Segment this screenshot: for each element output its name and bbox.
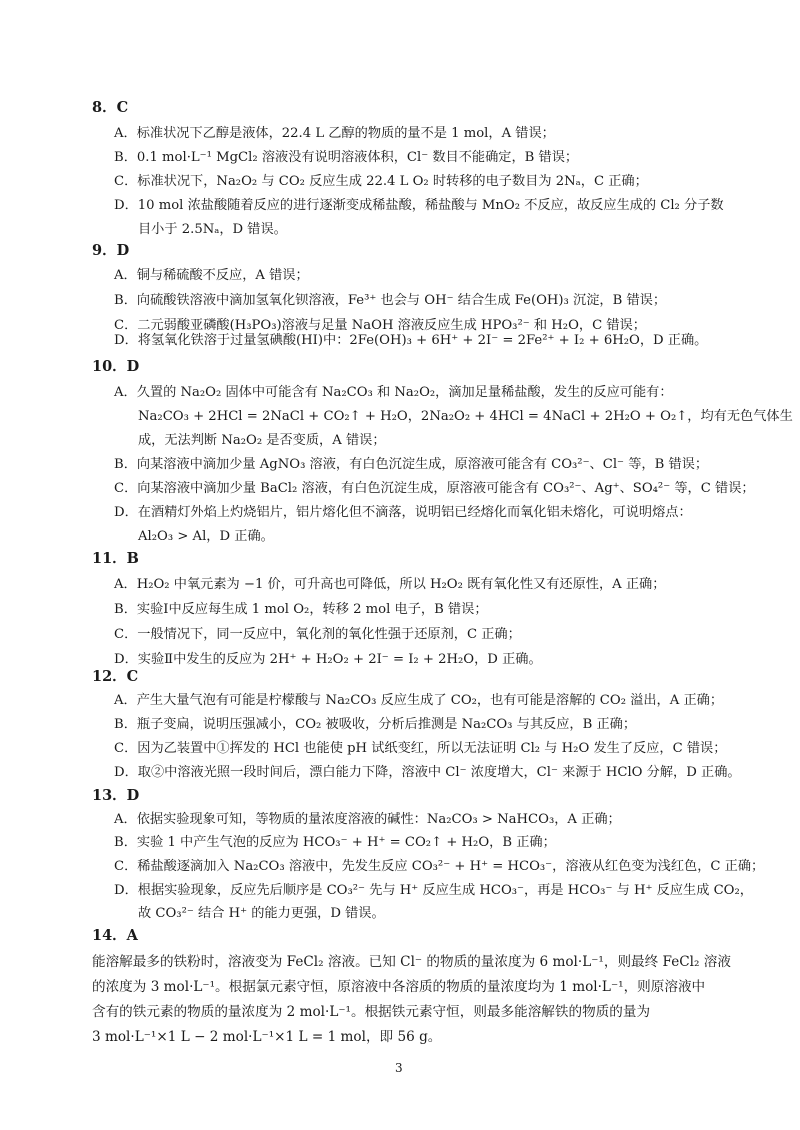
question-12-answer: 12．C: [92, 668, 139, 685]
q12-option-a-explanation: A．产生大量气泡有可能是柠檬酸与 Na₂CO₃ 反应生成了 CO₂，也有可能是溶解的 CO₂ 溢出，A 正确；: [114, 693, 724, 708]
q14-explanation-line-1: 能溶解最多的铁粉时，溶液变为 FeCl₂ 溶液。已知 Cl⁻ 的物质的量浓度为 6 mol·L⁻¹，则最终 FeCl₂ 溶液: [92, 954, 731, 970]
q9-option-c-explanation: C．二元弱酸亚磷酸(H₃PO₃)溶液与足量 NaOH 溶液反应生成 HPO₃²⁻ 和 H₂O，C 错误；: [114, 318, 646, 333]
q12-option-d-explanation: D．取②中溶液光照一段时间后，漂白能力下降，溶液中 Cl⁻ 浓度增大，Cl⁻ 来源于 HClO 分解，D 正确。: [114, 765, 741, 780]
q10-option-c-explanation: C．向某溶液中滴加少量 BaCl₂ 溶液，有白色沉淀生成，原溶液可能含有 CO₃²⁻、Ag⁺、SO₄²⁻ 等，C 错误；: [114, 481, 755, 496]
q10-option-a-continuation: 成，无法判断 Na₂O₂ 是否变质，A 错误；: [138, 433, 386, 448]
q11-option-b-explanation: B．实验Ⅰ中反应每生成 1 mol O₂，转移 2 mol 电子，B 错误；: [114, 602, 488, 617]
q8-option-b-explanation: B．0.1 mol·L⁻¹ MgCl₂ 溶液没有说明溶液体积，Cl⁻ 数目不能确定，B 错误；: [114, 150, 579, 165]
question-9-answer: 9．D: [92, 242, 130, 259]
q8-option-a-explanation: A．标准状况下乙醇是液体，22.4 L 乙醇的物质的量不是 1 mol，A 错误；: [114, 126, 555, 141]
question-10-answer: 10．D: [92, 358, 140, 375]
q10-option-d-continuation: Al₂O₃ > Al，D 正确。: [138, 529, 274, 544]
page-number: 3: [395, 1061, 403, 1075]
q8-option-d-explanation: D．10 mol 浓盐酸随着反应的进行逐渐变成稀盐酸，稀盐酸与 MnO₂ 不反应，故反应生成的 Cl₂ 分子数: [114, 198, 724, 213]
q10-option-a-equations: Na₂CO₃ + 2HCl = 2NaCl + CO₂↑ + H₂O，2Na₂O₂ + 4HCl = 4NaCl + 2H₂O + O₂↑，均有无色气体生: [138, 409, 793, 424]
q10-option-a-explanation: A．久置的 Na₂O₂ 固体中可能含有 Na₂CO₃ 和 Na₂O₂，滴加足量稀盐酸，发生的反应可能有：: [114, 385, 673, 400]
q13-option-b-explanation: B．实验 1 中产生气泡的反应为 HCO₃⁻ + H⁺ = CO₂↑ + H₂O，B 正确；: [114, 835, 556, 850]
q11-option-d-explanation: D．实验Ⅱ中发生的反应为 2H⁺ + H₂O₂ + 2I⁻ = I₂ + 2H₂O，D 正确。: [114, 652, 542, 667]
question-8-answer: 8．C: [92, 99, 129, 116]
q13-option-d-explanation: D．根据实验现象，反应先后顺序是 CO₃²⁻ 先与 H⁺ 反应生成 HCO₃⁻，再是 HCO₃⁻ 与 H⁺ 反应生成 CO₂，: [114, 883, 753, 898]
q9-option-d-explanation: D．将氢氧化铁溶于过量氢碘酸(HI)中：2Fe(OH)₃ + 6H⁺ + 2I⁻ = 2Fe²⁺ + I₂ + 6H₂O，D 正确。: [114, 333, 708, 348]
question-14-answer: 14．A: [92, 927, 138, 944]
q9-option-a-explanation: A．铜与稀硫酸不反应，A 错误；: [114, 268, 309, 283]
q13-option-a-explanation: A．依据实验现象可知，等物质的量浓度溶液的碱性：Na₂CO₃ > NaHCO₃，A 正确；: [114, 812, 621, 827]
q9-option-b-explanation: B．向硫酸铁溶液中滴加氢氧化钡溶液，Fe³⁺ 也会与 OH⁻ 结合生成 Fe(OH)₃ 沉淀，B 错误；: [114, 293, 667, 308]
question-11-answer: 11．B: [92, 550, 139, 567]
q11-option-a-explanation: A．H₂O₂ 中氧元素为 −1 价，可升高也可降低，所以 H₂O₂ 既有氧化性又有还原性，A 正确；: [114, 577, 666, 592]
q14-explanation-line-2: 的浓度为 3 mol·L⁻¹。根据氯元素守恒，原溶液中各溶质的物质的量浓度均为 1 mol·L⁻¹，则原溶液中: [92, 979, 706, 995]
q11-option-c-explanation: C．一般情况下，同一反应中，氧化剂的氧化性强于还原剂，C 正确；: [114, 627, 521, 642]
q13-option-d-continuation: 故 CO₃²⁻ 结合 H⁺ 的能力更强，D 错误。: [138, 906, 385, 921]
q12-option-c-explanation: C．因为乙装置中①挥发的 HCl 也能使 pH 试纸变红，所以无法证明 Cl₂ 与 H₂O 发生了反应，C 错误；: [114, 741, 727, 756]
q10-option-d-explanation: D．在酒精灯外焰上灼烧铝片，铝片熔化但不滴落，说明铝已经熔化而氧化铝未熔化，可说明熔点：: [114, 505, 692, 520]
q8-option-c-explanation: C．标准状况下，Na₂O₂ 与 CO₂ 反应生成 22.4 L O₂ 时转移的电子数目为 2Nₐ，C 正确；: [114, 174, 648, 189]
q14-explanation-line-3: 含有的铁元素的物质的量浓度为 2 mol·L⁻¹。根据铁元素守恒，则最多能溶解铁的物质的量为: [92, 1004, 651, 1020]
q8-option-d-continuation: 目小于 2.5Nₐ，D 错误。: [138, 222, 287, 237]
q14-explanation-line-4: 3 mol·L⁻¹×1 L − 2 mol·L⁻¹×1 L = 1 mol，即 56 g。: [92, 1029, 442, 1045]
q13-option-c-explanation: C．稀盐酸逐滴加入 Na₂CO₃ 溶液中，先发生反应 CO₃²⁻ + H⁺ = HCO₃⁻，溶液从红色变为浅红色，C 正确；: [114, 859, 765, 874]
q10-option-b-explanation: B．向某溶液中滴加少量 AgNO₃ 溶液，有白色沉淀生成，原溶液可能含有 CO₃²⁻、Cl⁻ 等，B 错误；: [114, 457, 709, 472]
question-13-answer: 13．D: [92, 787, 140, 804]
q12-option-b-explanation: B．瓶子变扁，说明压强减小，CO₂ 被吸收，分析后推测是 Na₂CO₃ 与其反应，B 正确；: [114, 717, 637, 732]
